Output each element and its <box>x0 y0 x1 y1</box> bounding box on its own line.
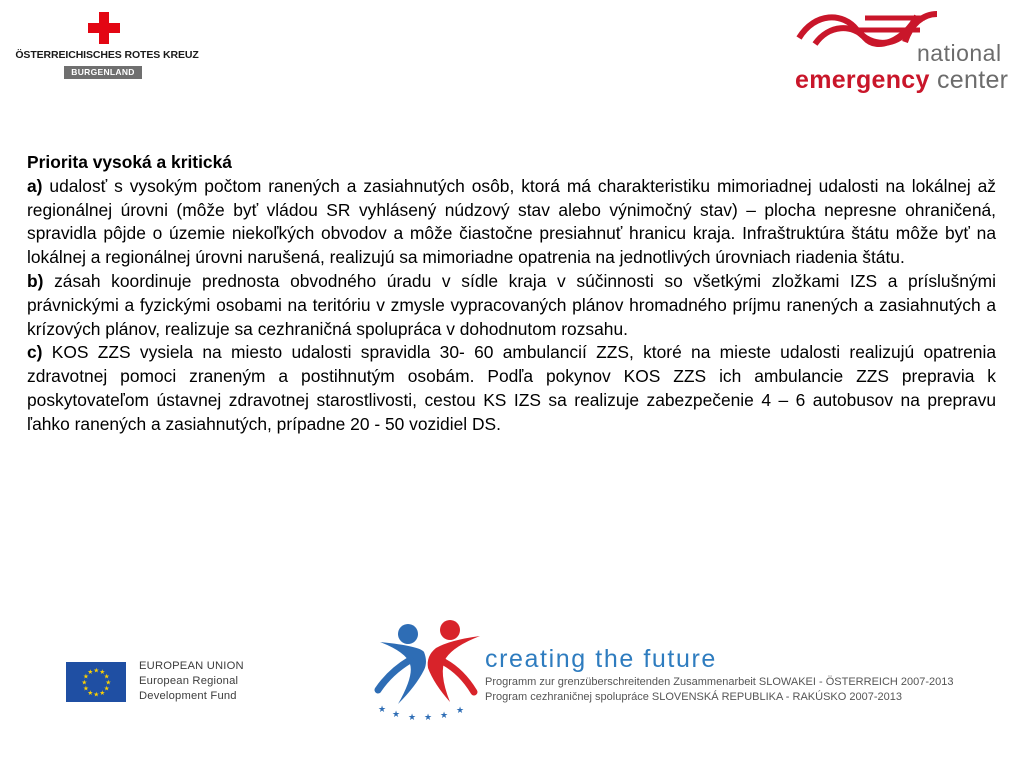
ctf-title: creating the future <box>485 645 717 673</box>
eu-star: ★ <box>87 668 94 677</box>
ctf-subtitle-de: Programm zur grenzüberschreitenden Zusammenarbeit SLOWAKEI - ÖSTERREICH 2007-2013 <box>485 676 954 688</box>
nec-emergency-word: emergency <box>795 66 930 94</box>
paragraph-c-text: KOS ZZS vysiela na miesto udalosti spravidla 30- 60 ambulancií ZZS, ktoré na mieste udalosti realizujú opatrenia zdravotnej pomoci zraneným a postihnutým osobám. Podľa pokynov KOS ZZS ich ambulancie ZZS prepravia k poskytovateľom ústavnej zdravotnej starostlivosti, cestou KS IZS sa realizuje zabezpečenie 4 – 6 autobusov na prepravu ľahko ranených a zasiahnutých, prípadne 20 - 50 vozidiel DS. <box>27 342 996 434</box>
eu-star: ★ <box>93 690 100 699</box>
main-text <box>27 151 996 437</box>
redcross-region-badge: BURGENLAND <box>64 66 142 79</box>
svg-text:★: ★ <box>378 705 387 715</box>
eu-star: ★ <box>83 684 89 693</box>
people-figures-icon <box>370 612 485 722</box>
svg-text:★: ★ <box>456 706 465 716</box>
eu-flag-icon <box>66 662 126 702</box>
eu-star: ★ <box>93 666 100 675</box>
nec-line1: national <box>917 40 1002 66</box>
redcross-org-name: ÖSTERREICHISCHES ROTES KREUZ <box>15 49 199 61</box>
eu-logo <box>66 660 266 706</box>
eu-star: ★ <box>103 684 110 693</box>
eu-line1: EUROPEAN UNION <box>139 660 244 672</box>
eu-star: ★ <box>103 672 110 681</box>
eu-star: ★ <box>81 678 88 687</box>
paragraph-c-label: c) <box>27 342 43 363</box>
paragraph-a <box>27 175 996 270</box>
svg-text:★: ★ <box>440 711 449 721</box>
nec-center-word: center <box>936 66 1009 94</box>
nec-logo <box>795 10 1020 100</box>
eu-star: ★ <box>87 689 94 697</box>
paragraph-b <box>27 270 996 341</box>
svg-text:★: ★ <box>424 713 433 722</box>
eu-star: ★ <box>99 689 106 697</box>
red-cross-icon <box>88 12 120 44</box>
content-heading: Priorita vysoká a kritická <box>27 152 232 172</box>
svg-text:★: ★ <box>408 713 417 722</box>
eu-line2: European Regional <box>139 675 239 687</box>
eu-line3: Development Fund <box>139 690 237 702</box>
paragraph-b-label: b) <box>27 270 44 291</box>
eu-star: ★ <box>83 672 89 681</box>
ctf-subtitle-sk: Program cezhraničnej spolupráce SLOVENSKÁ REPUBLIKA - RAKÚSKO 2007-2013 <box>485 691 902 703</box>
paragraph-b-text: zásah koordinuje prednosta obvodného úradu v sídle kraja v súčinnosti so všetkými zložkami IZS a príslušnými právnickými a fyzickými osobami na teritóriu v zmysle vypracovaných plánov hromadného príjmu ranených a zasiahnutých a krízových plánov, realizuje sa cezhraničná spolupráca v dohodnutom rozsahu. <box>27 270 996 339</box>
eu-star: ★ <box>99 668 106 677</box>
nec-line2 <box>795 66 1008 95</box>
creating-the-future-logo <box>370 612 970 722</box>
eu-stars-icon <box>66 662 126 702</box>
eu-star: ★ <box>105 678 112 687</box>
paragraph-a-text: udalosť s vysokým počtom ranených a zasiahnutých osôb, ktorá má charakteristiku mimoriadnej udalosti na lokálnej až regionálnej úrovni (môže byť vládou SR vyhlásený núdzový stav alebo výnimočný stav) – plocha nepresne ohraničená, spravidla pôjde o územie niekoľkých obvodov a môže čiastočne presiahnuť hranicu kraja. Infraštruktúra štátu môže byť na lokálnej a regionálnej úrovni narušená, realizujú sa mimoriadne opatrenia na jednotlivých úrovniach riadenia štátu. <box>27 175 996 268</box>
paragraph-a-label: a) <box>27 175 43 196</box>
svg-text:★: ★ <box>392 710 401 720</box>
paragraph-c <box>27 341 996 436</box>
red-cross-logo <box>0 0 210 90</box>
